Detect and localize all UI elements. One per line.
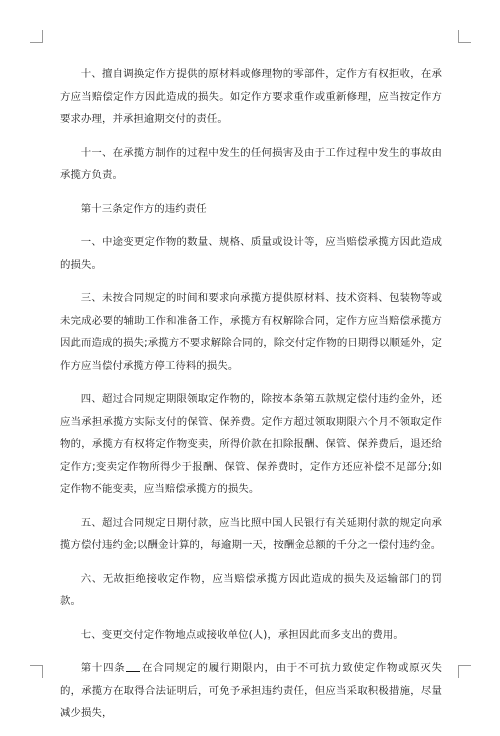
paragraph-item-7: 七、变更交付定作物地点或接收单位(人)，承担因此而多支出的费用。 (80, 628, 404, 641)
paragraph-item-6: 六、无故拒绝接收定作物，应当赔偿承揽方因此造成的损失及运输部门的罚款。 (60, 572, 442, 607)
paragraph-clause-10: 十、擅自调换定作方提供的原材料或修理物的零部件，定作方有权拒收，在承方应当赔偿定作方因此造成的损失。如定作方要求重作或重新修理，应当按定作方要求办理，并承担逾期交付的责任。 (60, 68, 442, 125)
blank-underline (126, 661, 140, 672)
paragraph-item-1: 一、中途变更定作物的数量、规格、质量或设计等，应当赔偿承揽方因此造成的损失。 (60, 236, 442, 271)
paragraph-item-5: 五、超过合同规定日期付款，应当比照中国人民银行有关延期付款的规定向承揽方偿付违约金;以酬金计算的，每逾期一天，按酬金总额的千分之一偿付违约金。 (60, 516, 442, 551)
document-body (60, 63, 442, 736)
article-14-text: 在合同规定的履行期限内，由于不可抗力致使定作物或原灭失的，承揽方在取得合法证明后，可免予承担违约责任，但应当采取积极措施，尽量减少损失， (60, 662, 442, 719)
section-heading-article-13: 第十三条定作方的违约责任 (80, 202, 207, 215)
paragraph-item-3: 三、未按合同规定的时间和要求向承揽方提供原材料、技术资料、包装物等或未完成必要的辅助工作和准备工作，承揽方有权解除合同，定作方应当赔偿承揽方因此而造成的损失;承揽方不要求解除合同的，除交付定作物的日期得以顺延外，定作方应当偿付承揽方停工待料的损失。 (60, 292, 442, 372)
paragraph-clause-11: 十一、在承揽方制作的过程中发生的任何损害及由于工作过程中发生的事故由承揽方负责。 (60, 146, 442, 181)
crop-mark-bottom-right (458, 665, 471, 678)
crop-mark-top-right (458, 30, 471, 43)
paragraph-article-14 (60, 657, 442, 725)
paragraph-item-4: 四、超过合同规定期限领取定作物的，除按本条第五款规定偿付违约金外，还应当承担承揽方实际支付的保管、保养费。定作方超过领取期限六个月不领取定作物的，承揽方有权将定作物变卖，所得价款在扣除报酬、保管、保养费后，退还给定作方;变卖定作物所得少于报酬、保管、保养费时，定作方还应补偿不足部分;如定作物不能变卖，应当赔偿承揽方的损失。 (60, 393, 442, 495)
article-14-label: 第十四条 (80, 662, 126, 674)
crop-mark-top-left (30, 30, 43, 43)
crop-mark-bottom-left (30, 665, 43, 678)
